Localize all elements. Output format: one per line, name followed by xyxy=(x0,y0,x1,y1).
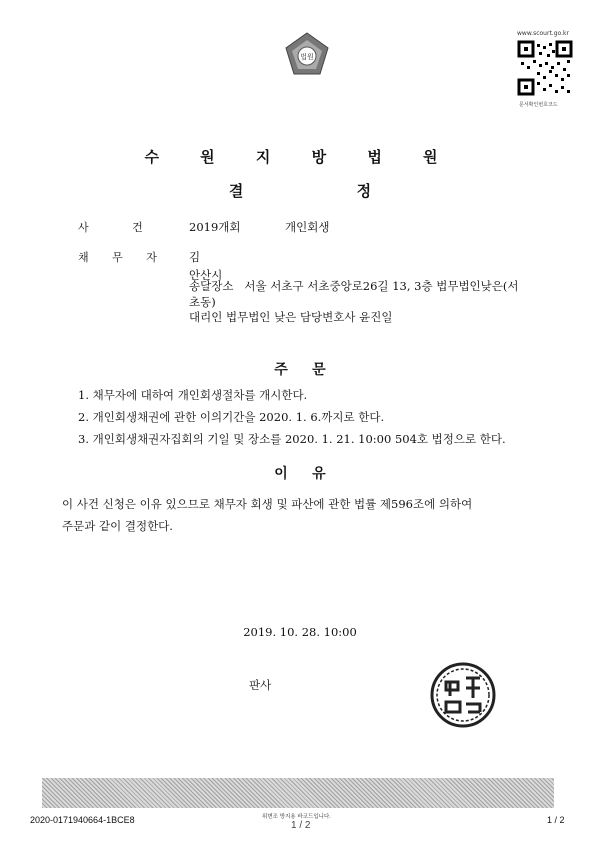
qr-icon xyxy=(517,40,573,96)
order-list xyxy=(78,385,506,451)
page-number-right: 1 / 2 xyxy=(547,815,565,825)
document-id: 2020-0171940664-1BCE8 xyxy=(30,815,135,825)
order-heading: 주 문 xyxy=(274,362,326,378)
reason-paragraph xyxy=(62,493,542,538)
verification-qr-code xyxy=(515,30,577,108)
debtor-name: 김 xyxy=(189,250,201,264)
case-type: 개인회생 xyxy=(285,220,330,234)
court-name-title: 수 원 지 방 법 원 xyxy=(144,148,456,166)
case-label: 사 건 xyxy=(78,221,163,234)
judge-label: 판사 xyxy=(249,678,272,692)
reason-heading: 이 유 xyxy=(274,466,326,482)
qr-caption: 문서확인번호코드 xyxy=(519,102,558,108)
order-item: 1. 채무자에 대하여 개인회생절차를 개시한다. xyxy=(78,388,308,402)
judge-seal-stamp xyxy=(428,660,498,730)
debtor-label: 채 무 자 xyxy=(78,251,167,264)
order-item: 3. 개인회생채권자집회의 기일 및 장소를 2020. 1. 21. 10:00 504호 법정으로 한다. xyxy=(78,431,506,446)
service-address-line1: 송달장소 서울 서초구 서초중앙로26길 13, 3층 법무법인낮은(서 xyxy=(189,279,519,293)
barcode-note: 위변조 방지용 바코드입니다. xyxy=(262,814,332,820)
reason-line: 이 사건 신청은 이유 있으므로 채무자 회생 및 파산에 관한 법률 제596조에 의하여 xyxy=(62,497,473,511)
svg-text:법원: 법원 xyxy=(300,53,314,61)
page-number-center: 1 / 2 xyxy=(291,820,311,831)
debtor-representative: 대리인 법무법인 낮은 담당변호사 윤진일 xyxy=(189,310,393,324)
reason-line: 주문과 같이 결정한다. xyxy=(62,519,173,534)
anti-forgery-barcode xyxy=(42,778,554,808)
order-item: 2. 개인회생채권에 관한 이의기간을 2020. 1. 6.까지로 한다. xyxy=(78,409,385,424)
service-address-line2: 초동) xyxy=(189,295,216,309)
debtor-city: 안산시 xyxy=(189,268,223,282)
decision-date: 2019. 10. 28. 10:00 xyxy=(243,625,357,639)
qr-site-text: www.scourt.go.kr xyxy=(517,30,569,37)
document-type-title: 결 정 xyxy=(228,182,426,200)
case-number: 2019개회 xyxy=(189,220,241,234)
court-emblem xyxy=(282,30,332,80)
